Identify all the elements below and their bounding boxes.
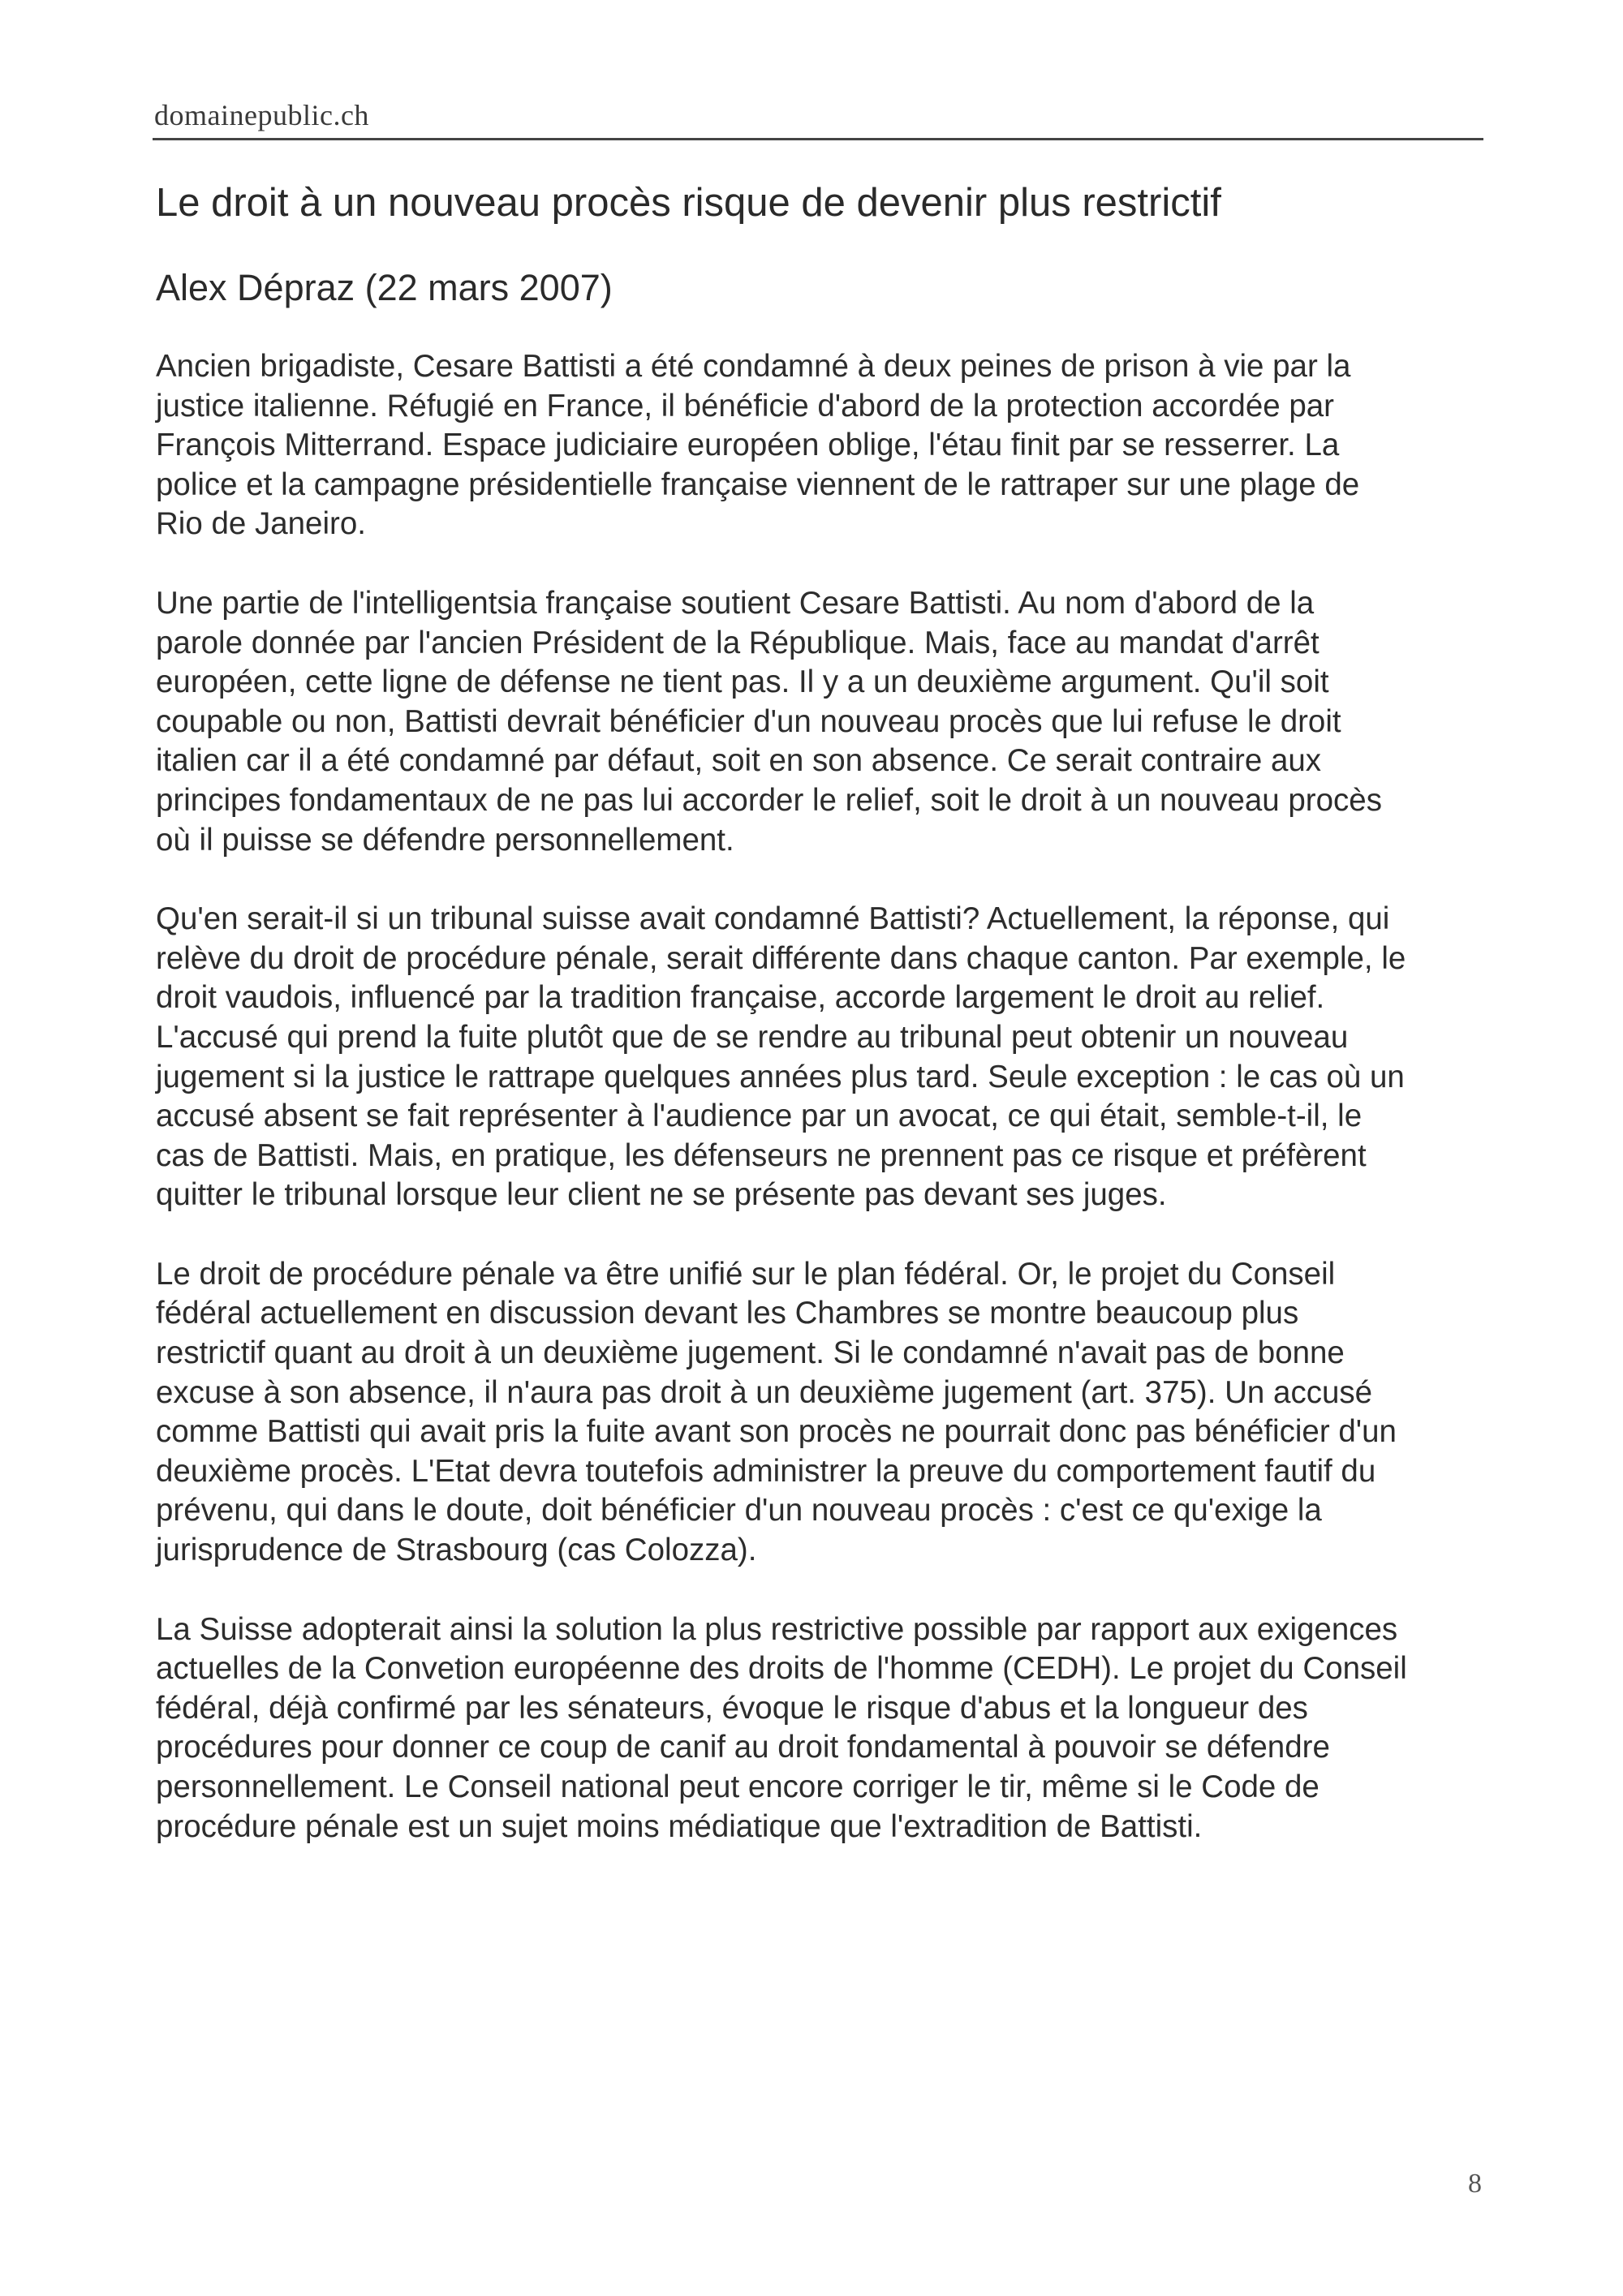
- text-line: L'accusé qui prend la fuite plutôt que de se rendre au tribunal peut obtenir un nouveau: [156, 1019, 1349, 1055]
- paragraph-5: [156, 1610, 1487, 1847]
- text-line: Rio de Janeiro.: [156, 506, 366, 542]
- article: [156, 177, 1487, 1886]
- text-line: droit vaudois, influencé par la tradition française, accorde largement le droit au relief.: [156, 980, 1325, 1016]
- text-line: cas de Battisti. Mais, en pratique, les défenseurs ne prennent pas ce risque et préfèrent: [156, 1137, 1367, 1173]
- text-line: jurisprudence de Strasbourg (cas Colozza).: [156, 1533, 757, 1568]
- text-line: actuelles de la Convetion européenne des droits de l'homme (CEDH). Le projet du Conseil: [156, 1651, 1407, 1687]
- text-line: où il puisse se défendre personnellement.: [156, 822, 734, 858]
- text-line: européen, cette ligne de défense ne tient pas. Il y a un deuxième argument. Qu'il soit: [156, 664, 1329, 700]
- paragraph-4: [156, 1255, 1487, 1571]
- text-line: deuxième procès. L'Etat devra toutefois administrer la preuve du comportement fautif du: [156, 1453, 1376, 1489]
- text-line: La Suisse adopterait ainsi la solution la plus restrictive possible par rapport aux exigences: [156, 1611, 1398, 1647]
- text-line: comme Battisti qui avait pris la fuite avant son procès ne pourrait donc pas bénéficier d'un: [156, 1414, 1397, 1450]
- text-line: excuse à son absence, il n'aura pas droit à un deuxième jugement (art. 375). Un accusé: [156, 1374, 1373, 1410]
- text-line: coupable ou non, Battisti devrait bénéficier d'un nouveau procès que lui refuse le droit: [156, 703, 1341, 739]
- text-line: police et la campagne présidentielle française viennent de le rattraper sur une plage de: [156, 467, 1360, 502]
- text-line: Une partie de l'intelligentsia française soutient Cesare Battisti. Au nom d'abord de la: [156, 585, 1315, 621]
- article-byline: Alex Dépraz (22 mars 2007): [156, 267, 613, 308]
- text-line: fédéral, déjà confirmé par les sénateurs, évoque le risque d'abus et la longueur des: [156, 1690, 1308, 1726]
- text-line: jugement si la justice le rattrape quelques années plus tard. Seule exception : le cas où un: [156, 1059, 1405, 1094]
- paragraph-2: [156, 584, 1487, 860]
- article-title: Le droit à un nouveau procès risque de devenir plus restrictif: [156, 181, 1221, 225]
- text-line: personnellement. Le Conseil national peut encore corriger le tir, même si le Code de: [156, 1769, 1319, 1804]
- text-line: parole donnée par l'ancien Président de la République. Mais, face au mandat d'arrêt: [156, 625, 1319, 660]
- paragraph-3: [156, 900, 1487, 1215]
- text-line: justice italienne. Réfugié en France, il bénéficie d'abord de la protection accordée par: [156, 388, 1334, 424]
- text-line: François Mitterrand. Espace judiciaire européen oblige, l'étau finit par se resserrer. La: [156, 428, 1340, 463]
- text-line: procédure pénale est un sujet moins médiatique que l'extradition de Battisti.: [156, 1808, 1203, 1844]
- text-line: italien car il a été condamné par défaut, soit en son absence. Ce serait contraire aux: [156, 743, 1322, 779]
- running-header-site: domainepublic.ch: [154, 99, 369, 131]
- text-line: restrictif quant au droit à un deuxième jugement. Si le condamné n'avait pas de bonne: [156, 1335, 1345, 1371]
- page-number: 8: [1468, 2169, 1482, 2199]
- paragraph-1: [156, 347, 1487, 544]
- header-divider: [153, 138, 1483, 140]
- text-line: relève du droit de procédure pénale, serait différente dans chaque canton. Par exemple, le: [156, 940, 1406, 976]
- text-line: prévenu, qui dans le doute, doit bénéficier d'un nouveau procès : c'est ce qu'exige la: [156, 1493, 1322, 1529]
- text-line: accusé absent se fait représenter à l'audience par un avocat, ce qui était, semble-t-il, le: [156, 1099, 1363, 1134]
- article-body: [156, 347, 1487, 1847]
- text-line: Ancien brigadiste, Cesare Battisti a été condamné à deux peines de prison à vie par la: [156, 349, 1351, 384]
- text-line: principes fondamentaux de ne pas lui accorder le relief, soit le droit à un nouveau procès: [156, 782, 1382, 818]
- text-line: fédéral actuellement en discussion devant les Chambres se montre beaucoup plus: [156, 1296, 1299, 1331]
- text-line: Qu'en serait-il si un tribunal suisse avait condamné Battisti? Actuellement, la réponse, qui: [156, 901, 1390, 937]
- text-line: quitter le tribunal lorsque leur client ne se présente pas devant ses juges.: [156, 1177, 1167, 1213]
- text-line: Le droit de procédure pénale va être unifié sur le plan fédéral. Or, le projet du Conseil: [156, 1256, 1336, 1292]
- text-line: procédures pour donner ce coup de canif au droit fondamental à pouvoir se défendre: [156, 1730, 1330, 1765]
